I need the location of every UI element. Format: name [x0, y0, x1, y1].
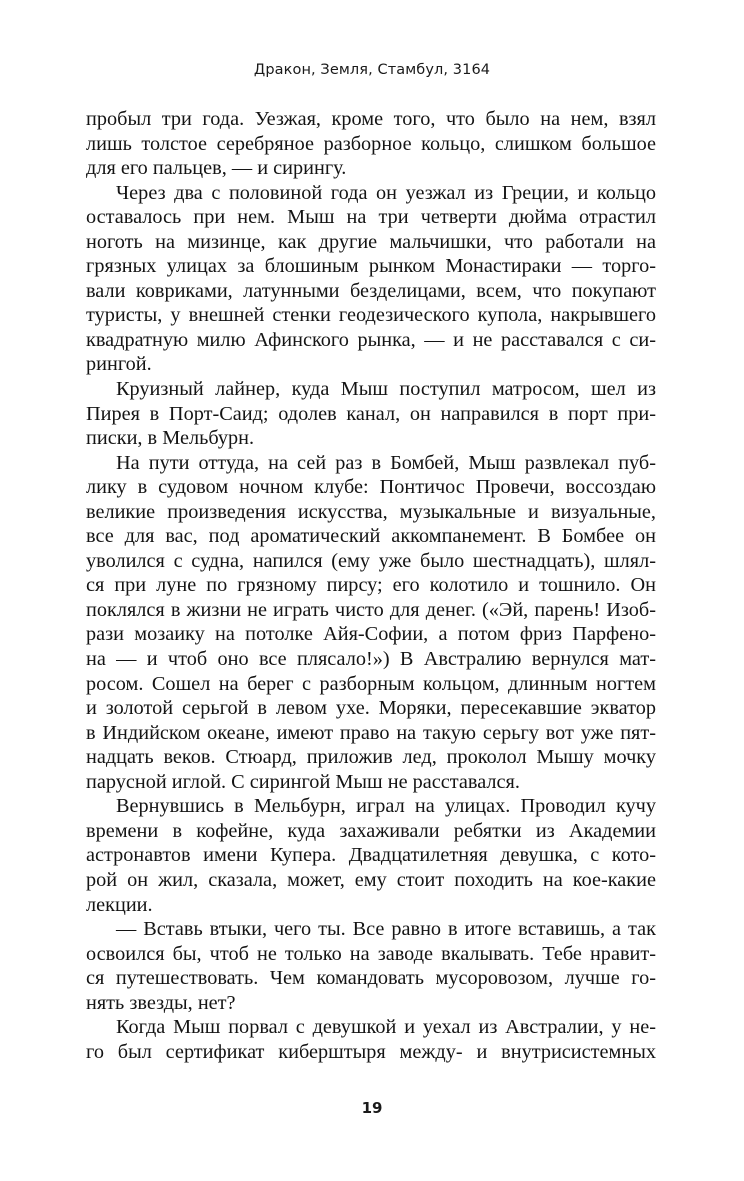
text-line: и золотой серьгой в левом ухе. Моряки, пересекавшие экватор [86, 697, 656, 720]
text-line: Когда Мыш порвал с девушкой и уехал из Австралии, у не- [116, 1016, 656, 1039]
text-line: грязных улицах за блошиным рынком Монастираки — торго- [86, 255, 656, 278]
text-line: лику в судовом ночном клубе: Понтичос Провечи, воссоздаю [86, 476, 656, 499]
text-line: росом. Сошел на берег с разборным кольцом, длинным ногтем [86, 672, 656, 695]
text-line: лишь толстое серебряное разборное кольцо, слишком большое [86, 132, 656, 155]
text-line: писки, в Мельбурн. [86, 427, 255, 450]
running-head: Дракон, Земля, Стамбул, 3164 [253, 62, 491, 78]
text-line: на — и чтоб оно все плясало!») В Австралию вернулся мат- [86, 648, 656, 671]
text-line: парусной иглой. С сирингой Мыш не расставался. [86, 770, 520, 793]
text-line: рингой. [86, 353, 152, 376]
text-line: го был сертификат киберштыря между- и внутрисистемных [86, 1040, 656, 1063]
text-line: нять звезды, нет? [86, 991, 236, 1014]
text-line: все для вас, под ароматический аккомпанемент. В Бомбее он [86, 525, 656, 548]
text-line: Вернувшись в Мельбурн, играл на улицах. Проводил кучу [116, 795, 656, 818]
text-line: уволился с судна, напился (ему уже было шестнадцать), шлял- [86, 549, 656, 572]
text-line: Круизный лайнер, куда Мыш поступил матросом, шел из [116, 378, 656, 401]
text-line: ся при луне по грязному пирсу; его колотило и тошнило. Он [86, 574, 656, 597]
text-line: рой он жил, сказала, может, ему стоит походить на кое-какие [86, 868, 656, 891]
page-number: 19 [361, 1099, 383, 1117]
text-line: поклялся в жизни не играть чисто для денег. («Эй, парень! Изоб- [86, 598, 656, 621]
text-line: оставалось при нем. Мыш на три четверти дюйма отрастил [86, 206, 656, 229]
text-line: для его пальцев, — и сирингу. [86, 157, 347, 180]
text-line: лекции. [86, 893, 153, 916]
text-line: вали ковриками, латунными безделицами, всем, что покупают [86, 279, 656, 302]
text-line: освоился бы, чтоб не только на заводе вкалывать. Тебе нравит- [86, 942, 656, 965]
text-line: пробыл три года. Уезжая, кроме того, что было на нем, взял [86, 108, 656, 130]
text-line: Через два с половиной года он уезжал из Греции, и кольцо [116, 181, 656, 204]
text-line: Пирея в Порт-Саид; одолев канал, он направился в порт при- [86, 402, 656, 425]
body-text [86, 107, 656, 1064]
text-line: ноготь на мизинце, как другие мальчишки, что работали на [86, 230, 656, 253]
text-line: великие произведения искусства, музыкальные и визуальные, [86, 500, 656, 523]
text-line: туристы, у внешней стенки геодезического купола, накрывшего [86, 304, 656, 327]
text-line: квадратную милю Афинского рынка, — и не расставался с си- [86, 328, 656, 351]
text-line: астронавтов имени Купера. Двадцатилетняя девушка, с кото- [86, 844, 656, 867]
text-line: в Индийском океане, имеют право на такую серьгу вот уже пят- [86, 721, 656, 744]
text-line: надцать веков. Стюард, приложив лед, проколол Мышу мочку [86, 746, 656, 769]
text-line: — Вставь втыки, чего ты. Все равно в итоге вставишь, а так [116, 918, 656, 941]
text-line: времени в кофейне, куда захаживали ребятки из Академии [86, 819, 656, 842]
text-line: ся путешествовать. Чем командовать мусоровозом, лучше го- [86, 967, 656, 990]
text-line: На пути оттуда, на сей раз в Бомбей, Мыш развлекал пуб- [116, 451, 656, 474]
text-line: рази мозаику на потолке Айя-Софии, а потом фриз Парфено- [86, 623, 656, 646]
